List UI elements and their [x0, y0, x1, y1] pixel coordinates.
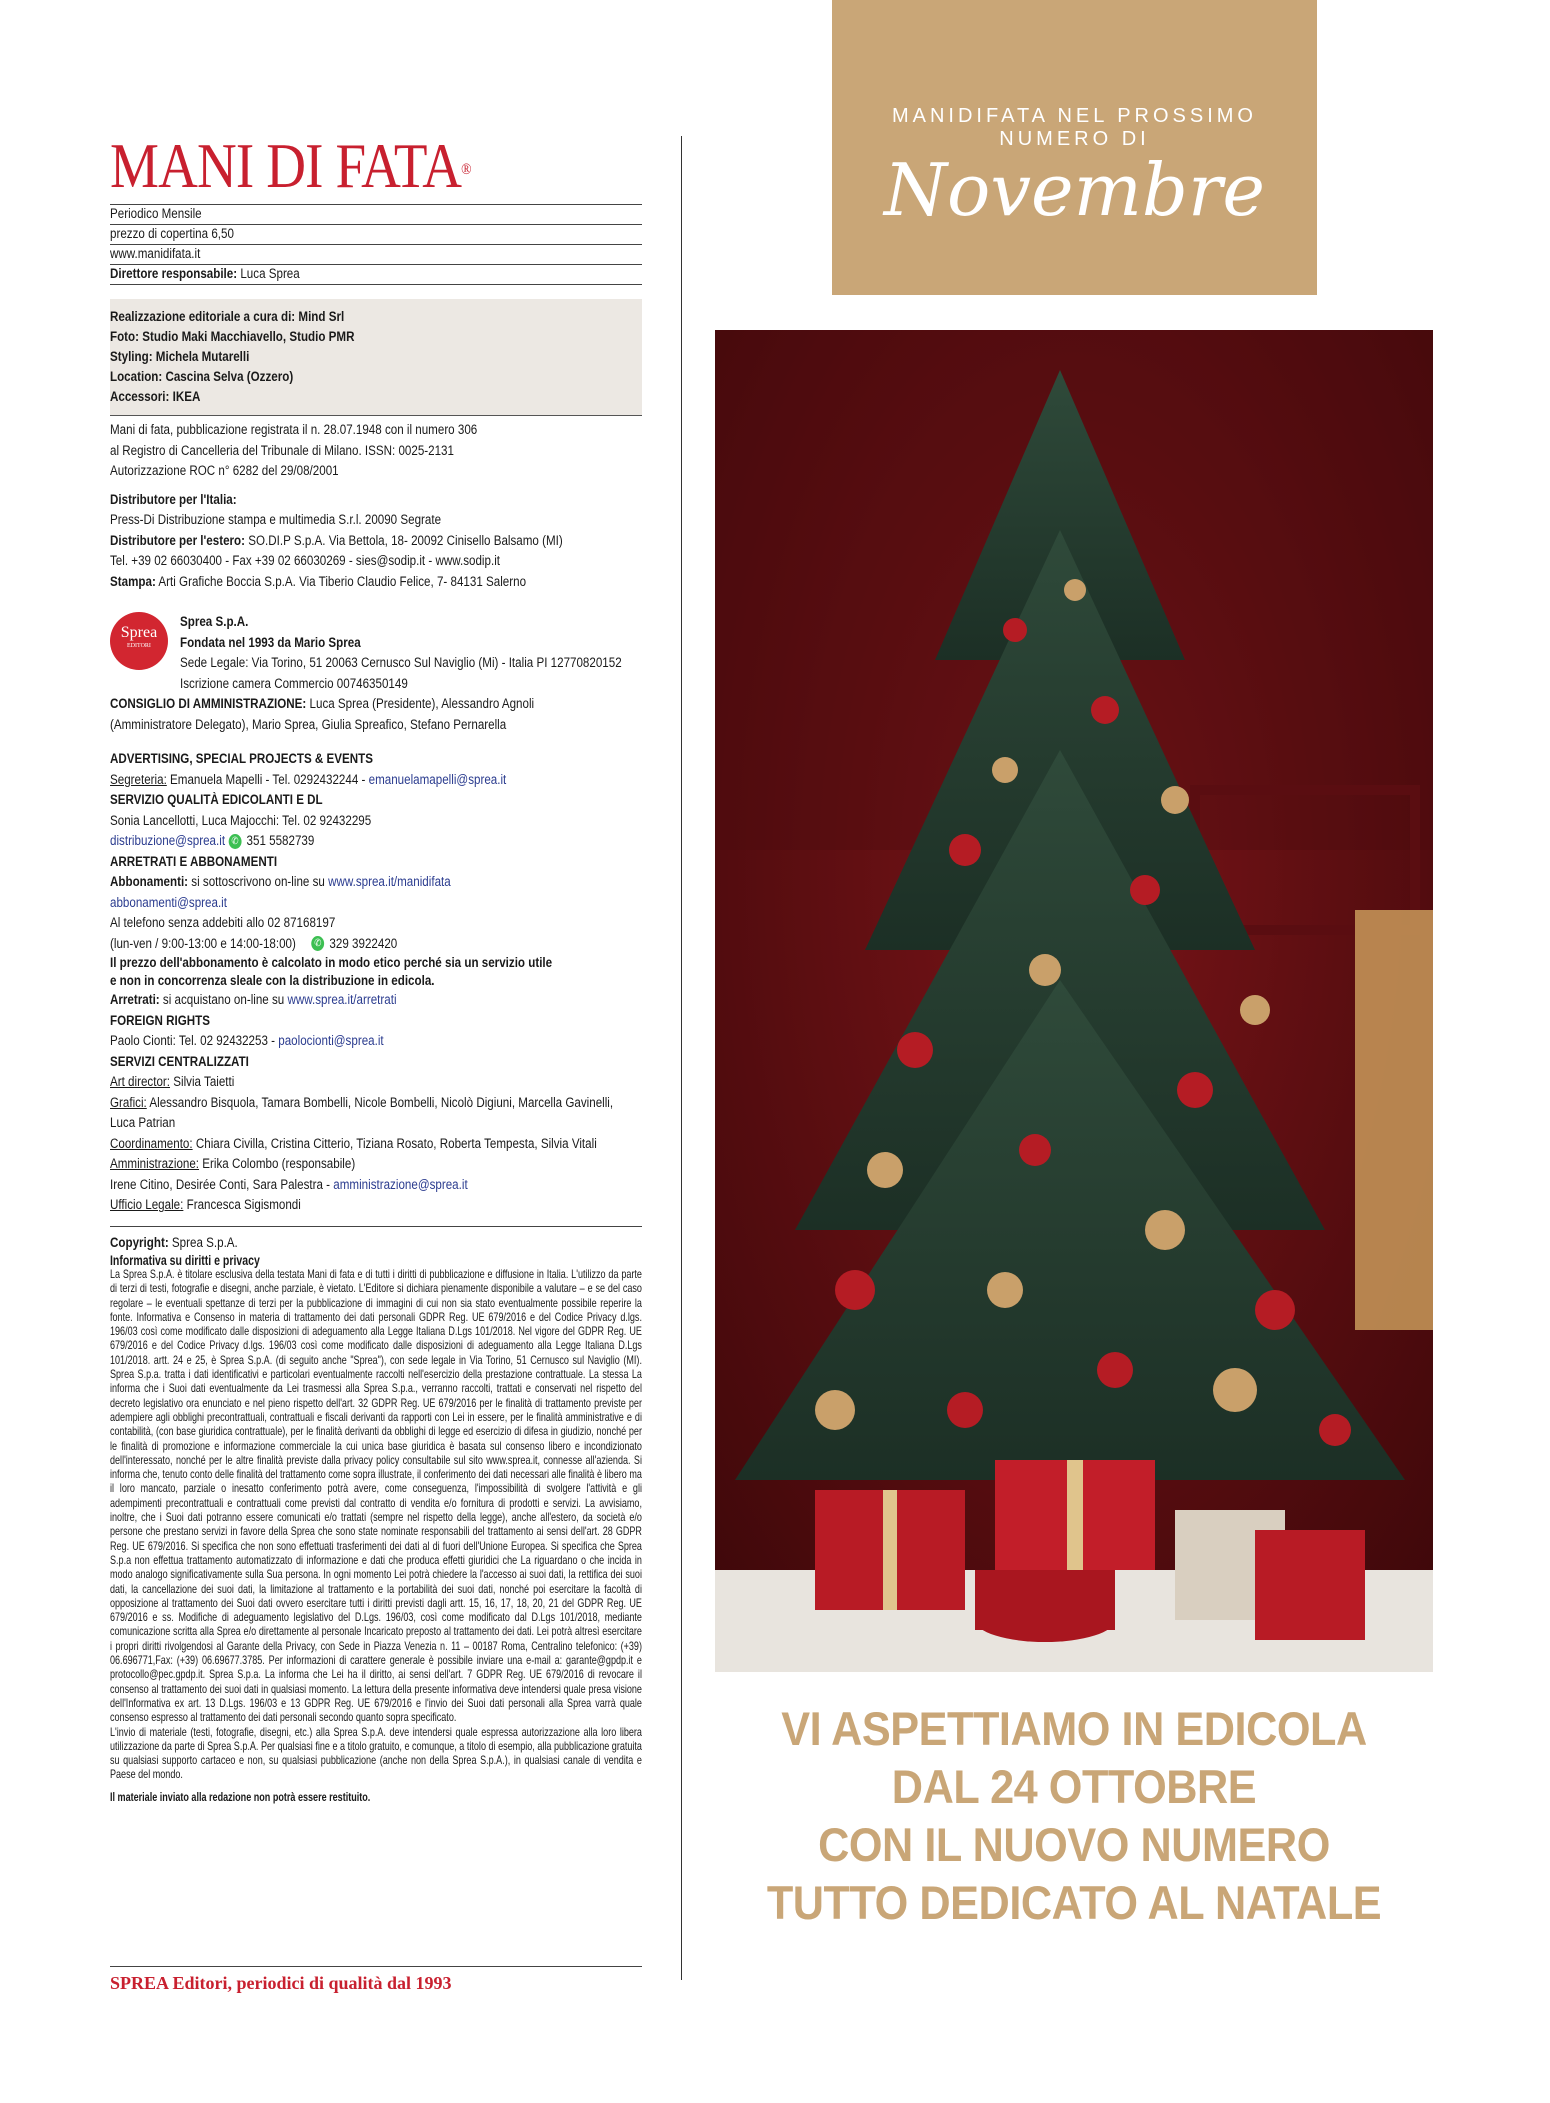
whatsapp-icon: ✆: [228, 834, 241, 849]
footer-rule: [110, 1966, 642, 1967]
cover-price: prezzo di copertina 6,50: [110, 225, 642, 245]
distribution-email-link[interactable]: distribuzione@sprea.it: [110, 833, 226, 848]
director: Direttore responsabile: Luca Sprea: [110, 265, 642, 285]
periodicity: Periodico Mensile: [110, 205, 642, 225]
subs-url-link[interactable]: www.sprea.it/manidifata: [328, 874, 451, 889]
credit-line: Foto: Studio Maki Macchiavello, Studio PMR: [110, 329, 355, 344]
credit-line: Location: Cascina Selva (Ozzero): [110, 369, 294, 384]
footer-tagline: SPREA Editori, periodici di qualità dal 1993: [110, 1973, 452, 1993]
copyright-section: Copyright: Sprea S.p.A. Informativa su diritti e privacy La Sprea S.p.A. è titolare esclusiva della testata Mani di fata e di tutti i diritti di pubblicazione e diffusione in Italia. L'utilizzo da parte di terzi di testi, fotografie e disegni, anche parziale, è vietato. L'Editore si dichiara pienamente disponibile a valutare – e se del caso regolare – le eventuali spettanze di terzi per la pubblicazione di immagini di cui non sia stato eventualmente possibile reperire la fonte. Informativa e Consenso in materia di trattamento dei dati personali GDPR Reg. UE 679/2016 e del Codice Privacy d.lgs. 196/03 così come modificato dalle disposizioni di adeguamento alla Legge Italiana D.Lgs 101/2018. Nel vigore del GDPR Reg. UE 679/2016 e del Codice Privacy d.lgs. 196/03 così come modificato dalle disposizioni di adeguamento alla Legge Italiana D.Lgs 101/2018. artt. 24 e 25, è Sprea S.p.A. (di seguito anche "Sprea"), con sede legale in Via Torino, 51 Cernusco sul Naviglio (MI). Sprea S.p.a. tratta i dati identificativi e particolari eventualmente raccolti nell'esercizio della prestazione contrattuale. La stessa La informa che i Suoi dati eventualmente da Lei trasmessi alla Sprea S.p.a., verranno raccolti, trattati e conservati nel rispetto del decreto legislativo ora enunciato e nel pieno rispetto dell'art. 32 GDPR Reg. UE 679/2016 per le finalità di trattamento previste per adempiere agli obblighi precontrattuali, contrattuali e fiscali derivanti da rapporti con Lei in essere, per le finalità amministrative e di contabilità, (con base giuridica contrattuale), per le finalità derivanti da obblighi di legge ed esercizio di difesa in giudizio, nonché per le finalità di promozione e informazione commerciale la cui unica base giuridica è basata sul consenso libero e incondizionato dell'interessato, nonché per le altre finalità previste dalla privacy policy consultabile sul sito www.sprea.it, connesse all'azienda. Si informa che, tenuto conto delle finalità del trattamento come sopra illustrate, il conferimento dei dati necessari alle finalità è libero ma il loro mancato, parziale o inesatto conferimento potrà avere, come conseguenza, l'impossibilità di svolgere l'attività e gli adempimenti precontrattuali e contrattuali come previsti dal contratto di vendita e/o fornitura di prodotti e servizi. La avvisiamo, inoltre, che i Suoi dati potranno essere comunicati e/o trattati (sempre nel rispetto della legge), anche all'estero, da società e/o persone che prestano servizi in favore della Sprea che sono state nominate responsabili del trattamento ai sensi dell'art. 28 GDPR Reg. UE 679/2016. Si specifica che non sono effettuati trasferimenti dei dati al di fuori dell'Unione Europea. Si specifica che Sprea S.p.a non effettua trattamento automatizzato di informazione e dati che produca effetti giuridici che La riguardano o che incida in modo analogo significativamente sulla Sua persona. In ogni momento Lei potrà chiedere la l'accesso ai suoi dati, la rettifica dei suoi dati, la cancellazione dei suoi dati, la limitazione al trattamento e la portabilità dei suoi dati, nonché poi esercitare la facoltà di opposizione al trattamento dei Suoi dati ovvero esercitare tutti i diritti previsti dagli artt. 15, 16, 17, 18, 20, 21 del GDPR Reg. UE 679/2016 e ss. Modifiche di adeguamento legislativo del D.Lgs. 196/03, così come modificato dal D.Lgs 101/2018, mediante comunicazione scritta alla Sprea e/o direttamente al personale Incaricato preposto al trattamento dei dati. Lei potrà altresì esercitare i propri diritti rivolgendosi al Garante della Privacy, con Sede in Piazza Venezia n. 11 – 00187 Roma, Centralino telefonico: (+39) 06.696771,Fax: (+39) 06.69677.3785. Per informazioni di carattere generale è possibile inviare una e-mail a: garante@gpdp.it e protocollo@pec.gpdp.it. Sprea S.p.a. La informa che Lei ha il diritto, ai sensi dell'art. 7 GDPR Reg. UE 679/2016 di revocare il consenso al trattamento dei suoi dati in qualsiasi momento. La lettura della presente informativa deve intendersi quale presa visione dell'Informativa ex art. 13 D.Lgs. 196/03 e 13 GDPR Reg. UE 679/2016 e l'invio dei Suoi dati personali alla Sprea varrà quale consenso espresso al trattamento dei dati personali secondo quanto sopra specificato. L'invio di materiale (testi, fotografie, disegni, etc.) alla Sprea S.p.A. deve intendersi quale espressa autorizzazione alla loro libera utilizzazione da parte di Sprea S.p.A. Per qualsiasi fine e a titolo gratuito, e comunque, a titolo di esempio, alla pubblicazione gratuita su qualsiasi supporto cartaceo e non, su qualsiasi pubblicazione (anche non della Sprea S.p.A.), in qualsiasi canale di vendita e Paese del mondo. Il materiale inviato alla redazione non potrà essere restituito.: [110, 1226, 642, 1805]
colophon: [110, 130, 642, 1805]
credit-line: Accessori: IKEA: [110, 389, 201, 404]
christmas-tree-photo: [715, 330, 1433, 1672]
next-issue-kicker: MANIDIFATA NEL PROSSIMO NUMERO DI: [891, 105, 1257, 150]
column-divider: [681, 136, 682, 1980]
credit-line: Styling: Michela Mutarelli: [110, 349, 250, 364]
registration: Mani di fata, pubblicazione registrata il n. 28.07.1948 con il numero 306 al Registro di Cancelleria del Tribunale di Milano. ISSN: 0025-2131 Autorizzazione ROC n° 6282 del 29/08/2001: [110, 422, 478, 478]
adv-email-link[interactable]: emanuelamapelli@sprea.it: [368, 771, 507, 787]
board: CONSIGLIO DI AMMINISTRAZIONE: Luca Sprea (Presidente), Alessandro Agnoli (Amministratore Delegato), Mario Sprea, Giulia Spreafico, Stefano Pernarella: [110, 696, 535, 732]
publisher: Sprea EDITORI Sprea S.p.A. Fondata nel 1993 da Mario Sprea Sede Legale: Via Torino, 51 20063 Cernusco Sul Naviglio (Mi) - Italia PI 12770820152 Iscrizione camera Commercio 00746350149: [110, 612, 642, 694]
admin-email-link[interactable]: amministrazione@sprea.it: [333, 1176, 468, 1192]
masthead-logo: MANI DI FATA®: [110, 130, 471, 201]
website: www.manidifata.it: [110, 245, 642, 265]
credits-box: [110, 299, 642, 416]
subs-email-link[interactable]: abbonamenti@sprea.it: [110, 894, 228, 910]
credit-line: Realizzazione editoriale a cura di: Mind Srl: [110, 309, 345, 324]
on-sale-announcement: VI ASPETTIAMO IN EDICOLA DAL 24 OTTOBRE CON IL NUOVO NUMERO TUTTO DEDICATO AL NATALE: [766, 1702, 1382, 1929]
next-issue-banner: [832, 0, 1317, 295]
foreign-email-link[interactable]: paolocionti@sprea.it: [278, 1033, 384, 1048]
next-issue-month: Novembre: [883, 148, 1266, 232]
contacts: ADVERTISING, SPECIAL PROJECTS & EVENTS Segreteria: Emanuela Mapelli - Tel. 0292432244 - emanuelamapelli@sprea.it SERVIZIO QUALITÀ EDICOLANTI E DL Sonia Lancellotti, Luca Majocchi: Tel. 02 92432295 distribuzione@sprea.it ✆ 351 5582739 ARRETRATI E ABBONAMENTI Abbonamenti: si sottoscrivono on-line su www.sprea.it/manidifata abbonamenti@sprea.it Al telefono senza addebiti allo 02 87168197 (lun-ven / 9:00-13:00 e 14:00-18:00) ✆ 329 3922420 Il prezzo dell'abbonamento è calcolato in modo etico perché sia un servizio utile e non in concorrenza sleale con la distribuzione in edicola. Arretrati: si acquistano on-line su www.sprea.it/arretrati FOREIGN RIGHTS Paolo Cionti: Tel. 02 92432253 - paolocionti@sprea.it SERVIZI CENTRALIZZATI Art director: Silvia Taietti Grafici: Alessandro Bisquola, Tamara Bombelli, Nicole Bombelli, Nicolò Digiuni, Marcella Gavinelli, Luca Patrian Coordinamento: Chiara Civilla, Cristina Citterio, Tiziana Rosato, Roberta Tempesta, Silvia Vitali Amministrazione: Erika Colombo (responsabile) Irene Citino, Desirée Conti, Sara Palestra - amministrazione@sprea.it Ufficio Legale: Francesca Sigismondi: [110, 751, 614, 1212]
sprea-logo: Sprea EDITORI: [110, 612, 168, 670]
privacy-text: Informativa su diritti e privacy La Sprea S.p.A. è titolare esclusiva della testata Mani di fata e di tutti i diritti di pubblicazione e diffusione in Italia. L'utilizzo da parte di terzi di testi, fotografie e disegni, anche parziale, è vietato. L'Editore si dichiara pienamente disponibile a valutare – e se del caso regolare – le eventuali spettanze di terzi per la pubblicazione di immagini di cui non sia stato eventualmente possibile reperire la fonte. Informativa e Consenso in materia di trattamento dei dati personali GDPR Reg. UE 679/2016 e del Codice Privacy d.lgs. 196/03 così come modificato dalle disposizioni di adeguamento alla Legge Italiana D.Lgs 101/2018. Nel vigore del GDPR Reg. UE 679/2016 e del Codice Privacy d.lgs. 196/03 così come modificato dalle disposizioni di adeguamento alla Legge Italiana D.Lgs 101/2018. artt. 24 e 25, è Sprea S.p.A. (di seguito anche "Sprea"), con sede legale in Via Torino, 51 Cernusco sul Naviglio (MI). Sprea S.p.a. tratta i dati identificativi e particolari eventualmente raccolti nell'esercizio della prestazione contrattuale. La stessa La informa che i Suoi dati eventualmente da Lei trasmessi alla Sprea S.p.a., verranno raccolti, trattati e conservati nel rispetto del decreto legislativo ora enunciato e nel pieno rispetto dell'art. 32 GDPR Reg. UE 679/2016 per le finalità di trattamento previste per adempiere agli obblighi precontrattuali, contrattuali e fiscali derivanti da rapporti con Lei in essere, per le finalità amministrative e di contabilità, (con base giuridica contrattuale), per le finalità derivanti da obblighi di legge ed esercizio di difesa in giudizio, nonché per le finalità di promozione e informazione commerciale la cui unica base giuridica è basata sul consenso libero e incondizionato dell'interessato, nonché per le altre finalità previste dalla privacy policy consultabile sul sito www.sprea.it, connesse all'azienda. Si informa che, tenuto conto delle finalità del trattamento come sopra illustrate, il conferimento dei dati necessari alle finalità è libero ma il loro mancato, parziale o inesatto conferimento potrà avere, come conseguenza, l'impossibilità di svolgere l'attività e gli adempimenti precontrattuali e contrattuali come previsti dal contratto di vendita e/o fornitura di prodotti e servizi. La avvisiamo, inoltre, che i Suoi dati potranno essere comunicati e/o trattati (sempre nel rispetto della legge), anche all'estero, da società e/o persone che prestano servizi in favore della Sprea che sono state nominate responsabili del trattamento ai sensi dell'art. 28 GDPR Reg. UE 679/2016. Si specifica che non sono effettuati trasferimenti dei dati al di fuori dell'Unione Europea. Si specifica che Sprea S.p.a non effettua trattamento automatizzato di informazione e dati che produca effetti giuridici che La riguardano o che incida in modo analogo significativamente sulla Sua persona. In ogni momento Lei potrà chiedere la l'accesso ai suoi dati, la rettifica dei suoi dati, la cancellazione dei suoi dati, la limitazione al trattamento e la portabilità dei suoi dati, nonché poi esercitare la facoltà di opposizione al trattamento dei Suoi dati ovvero esercitare tutti i diritti previsti dagli artt. 15, 16, 17, 18, 20, 21 del GDPR Reg. UE 679/2016 e ss. Modifiche di adeguamento legislativo del D.Lgs. 196/03, così come modificato dal D.Lgs 101/2018, mediante comunicazione scritta alla Sprea e/o direttamente al personale Incaricato preposto al trattamento dei dati. Lei potrà altresì esercitare i propri diritti rivolgendosi al Garante della Privacy, con Sede in Piazza Venezia n. 11 – 00187 Roma, Centralino telefonico: (+39) 06.696771,Fax: (+39) 06.69677.3785. Per informazioni di carattere generale è possibile inviare una e-mail a: garante@gpdp.it e protocollo@pec.gpdp.it. Sprea S.p.a. La informa che Lei ha il diritto, ai sensi dell'art. 7 GDPR Reg. UE 679/2016 di revocare il consenso al trattamento dei suoi dati in qualsiasi momento. La lettura della presente informativa deve intendersi quale presa visione dell'Informativa ex art. 13 D.Lgs. 196/03 e 13 GDPR Reg. UE 679/2016 e l'invio dei Suoi dati personali alla Sprea varrà quale consenso espresso al trattamento dei dati personali secondo quanto sopra specificato. L'invio di materiale (testi, fotografie, disegni, etc.) alla Sprea S.p.A. deve intendersi quale espressa autorizzazione alla loro libera utilizzazione da parte di Sprea S.p.A. Per qualsiasi fine e a titolo gratuito, e comunque, a titolo di esempio, alla pubblicazione gratuita su qualsiasi supporto cartaceo e non, su qualsiasi pubblicazione (anche non della Sprea S.p.A.), in qualsiasi canale di vendita e Paese del mondo. Il materiale inviato alla redazione non potrà essere restituito.: [110, 1253, 642, 1804]
distribution: Distributore per l'Italia: Press-Di Distribuzione stampa e multimedia S.r.l. 20090 Segrate Distributore per l'estero: SO.DI.P S.p.A. Via Bettola, 18- 20092 Cinisello Balsamo (MI) Tel. +39 02 66030400 - Fax +39 02 66030269 - sies@sodip.it - www.sodip.it Stampa: Arti Grafiche Boccia S.p.A. Via Tiberio Claudio Felice, 7- 84131 Salerno: [110, 491, 563, 589]
whatsapp-icon: ✆: [311, 936, 324, 951]
back-issues-link[interactable]: www.sprea.it/arretrati: [287, 992, 397, 1007]
